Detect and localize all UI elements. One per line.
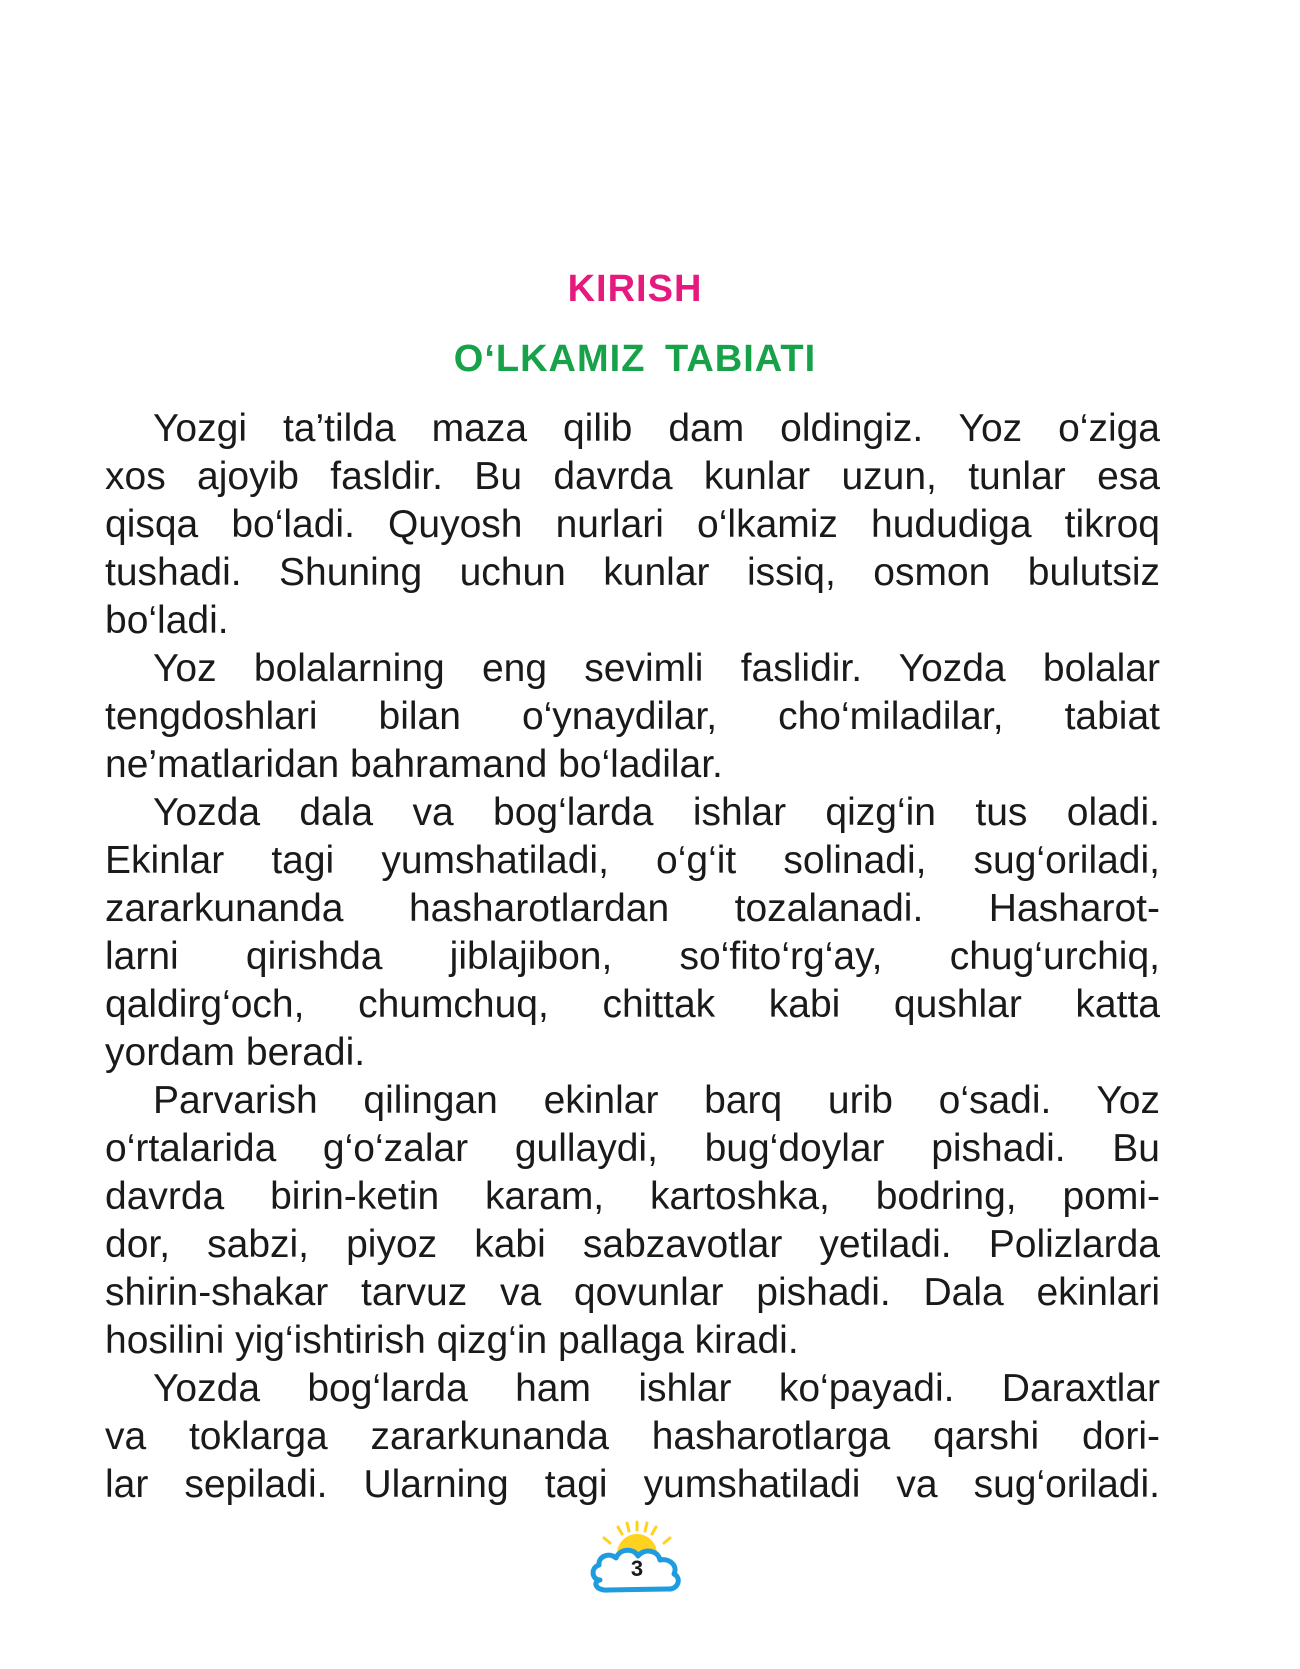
text-line: Yoz bolalarning eng sevimli faslidir. Yozda bolalar — [153, 647, 1160, 690]
text-line: dor, sabzi, piyoz kabi sabzavotlar yetiladi. Polizlarda — [105, 1223, 1160, 1266]
text-line: tushadi. Shuning uchun kunlar issiq, osmon bulutsiz — [105, 551, 1160, 594]
text-line: qaldirg‘och, chumchuq, chittak kabi qushlar katta — [105, 983, 1160, 1026]
text-line: o‘rtalarida g‘o‘zalar gullaydi, bug‘doylar pishadi. Bu — [105, 1127, 1160, 1170]
text-line: xos ajoyib fasldir. Bu davrda kunlar uzun, tunlar esa — [105, 455, 1160, 498]
text-line: ne’matlaridan bahramand bo‘ladilar. — [105, 743, 723, 786]
text-line: Ekinlar tagi yumshatiladi, o‘g‘it solinadi, sug‘oriladi, — [105, 839, 1160, 882]
section-title: O‘LKAMIZ TABIATI — [453, 338, 817, 380]
text-line: Yozgi ta’tilda maza qilib dam oldingiz. Yoz o‘ziga — [153, 407, 1160, 450]
chapter-title: KIRISH — [567, 268, 703, 310]
text-line: tengdoshlari bilan o‘ynaydilar, cho‘miladilar, tabiat — [105, 695, 1160, 738]
text-line: yordam beradi. — [105, 1031, 366, 1074]
page-number-badge — [582, 1518, 692, 1598]
text-line: bo‘ladi. — [105, 599, 229, 642]
paragraph — [105, 1077, 1160, 1365]
paragraph — [105, 1365, 1160, 1509]
text-line: zararkunanda hasharotlardan tozalanadi. Hasharot- — [105, 887, 1160, 930]
body-text — [105, 405, 1160, 1509]
page-number: 3 — [630, 1556, 644, 1581]
text-line: lar sepiladi. Ularning tagi yumshatiladi va sug‘oriladi. — [105, 1463, 1160, 1506]
paragraph — [105, 645, 1160, 789]
text-line: va toklarga zararkunanda hasharotlarga qarshi dori- — [105, 1415, 1160, 1458]
text-line: qisqa bo‘ladi. Quyosh nurlari o‘lkamiz hududiga tikroq — [105, 503, 1160, 546]
text-line: Yozda bog‘larda ham ishlar ko‘payadi. Daraxtlar — [153, 1367, 1160, 1410]
text-line: davrda birin-ketin karam, kartoshka, bodring, pomi- — [105, 1175, 1160, 1218]
text-line: Parvarish qilingan ekinlar barq urib o‘sadi. Yoz — [153, 1079, 1160, 1122]
text-line: hosilini yig‘ishtirish qizg‘in pallaga kiradi. — [105, 1319, 799, 1362]
text-line: larni qirishda jiblajibon, so‘fito‘rg‘ay, chug‘urchiq, — [105, 935, 1160, 978]
paragraph — [105, 789, 1160, 1077]
text-line: Yozda dala va bog‘larda ishlar qizg‘in tus oladi. — [153, 791, 1160, 834]
text-line: shirin-shakar tarvuz va qovunlar pishadi. Dala ekinlari — [105, 1271, 1160, 1314]
paragraph — [105, 405, 1160, 645]
